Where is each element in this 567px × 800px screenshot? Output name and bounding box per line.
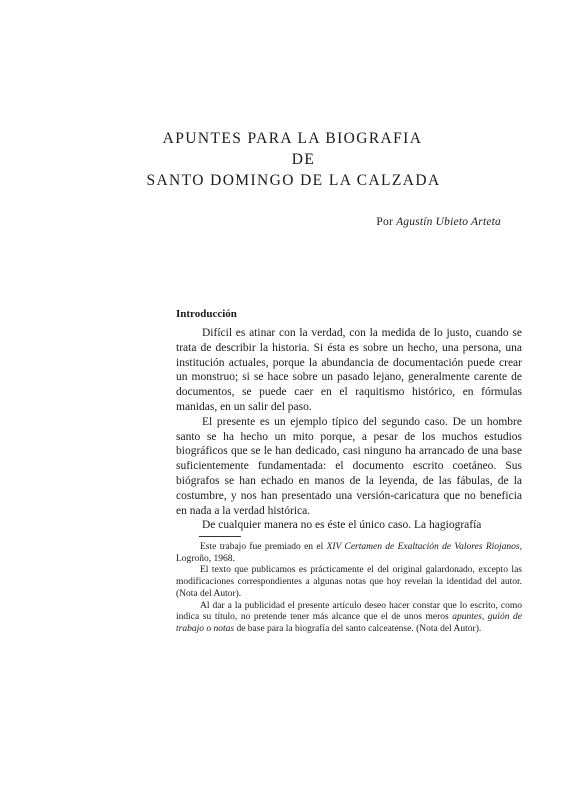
footnotes (176, 542, 522, 636)
footnote-3-text-c: o (203, 623, 214, 634)
footnote-3-text-e: de base para la biografía del santo calceatense. (Nota del Autor). (234, 623, 482, 634)
body-text (176, 326, 522, 533)
article-title (0, 128, 567, 191)
footnote-3-italic-b: apuntes, guión de trabajo (176, 612, 522, 634)
footnote-1-text-a: Este trabajo fue premiado en el (200, 542, 327, 552)
footnote-divider (199, 536, 241, 537)
byline (376, 216, 501, 228)
section-heading: Introducción (176, 308, 237, 320)
footnote-1-event-title: XIV Certamen de Exaltación de Valores Riojanos (326, 542, 520, 552)
footnote-1 (176, 542, 522, 565)
paragraph-3: De cualquier manera no es éste el único caso. La hagiografía (202, 519, 482, 532)
footnote-2: El texto que publicamos es prácticamente el del original galardonado, excepto las modificaciones correspondientes a algunas notas que hoy revelan la identidad del autor. (Nota del Autor). (176, 565, 522, 599)
footnote-3 (176, 601, 522, 636)
footnote-3-text-a: Al dar a la publicidad el presente artículo deseo hacer constar que lo escrito, como indica su título, no pretende tener más alcance que el de unos meros (176, 600, 522, 623)
author-name: Agustín Ubieto Arteta (396, 216, 501, 228)
footnote-1-text-c: , Logroño, 1968. (176, 542, 523, 564)
footnote-3-italic-d: notas (213, 623, 235, 634)
paragraph-1: Difícil es atinar con la verdad, con la medida de lo justo, cuando se trata de describir la historia. Si ésta es sobre un hecho, una persona, una institución actuales, porque la abundancia de documentación puede crear un monstruo; si se hace sobre un pasado lejano, generalmente carente de documentos, se puede caer en el raquitismo histórico, en fórmulas manidas, en un salir del paso. (176, 327, 522, 413)
title-line-1: APUNTES PARA LA BIOGRAFIA (162, 130, 423, 147)
byline-prefix: Por (376, 216, 393, 228)
title-line-2: DE (291, 151, 316, 168)
title-line-3: SANTO DOMINGO DE LA CALZADA (146, 172, 441, 189)
paragraph-2: El presente es un ejemplo típico del segundo caso. De un hombre santo se ha hecho un mito porque, a pesar de los muchos estudios biográficos que se le han dedicado, casi ninguno ha arrancado de una base suficientemente fundamentada: el documento escrito coetáneo. Sus biógrafos se han echado en manos de la leyenda, de las fábulas, de la costumbre, y nos han presentado una versión-caricatura que no beneficia en nada a la verdad histórica. (176, 415, 522, 517)
